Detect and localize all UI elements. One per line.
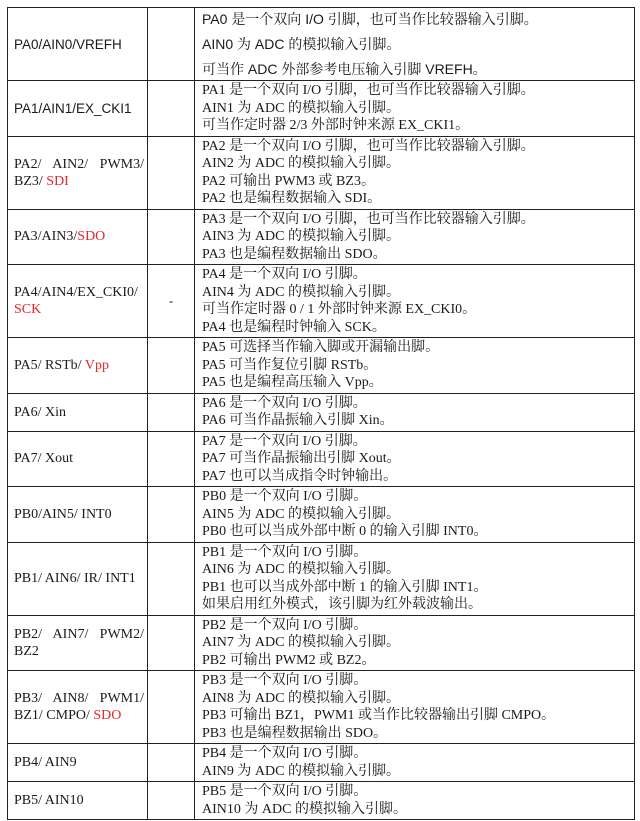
pin-red-label: SDO — [77, 229, 106, 245]
pin-name-text: PA7/ Xout — [14, 451, 74, 467]
pin-description-cell — [195, 265, 635, 338]
table-row — [8, 393, 635, 431]
description-line: PB3 可输出 BZ1，PWM1 或当作比较器输出引脚 CMPO。 — [202, 708, 556, 723]
description-line: PB0 也可以当成外部中断 0 的输入引脚 INT0。 — [202, 524, 488, 539]
pin-name-cell — [8, 393, 148, 431]
table-row — [8, 542, 635, 615]
pin-description-cell — [195, 393, 635, 431]
table-row — [8, 671, 635, 744]
pin-red-label: SCK — [14, 302, 42, 317]
description-line: AIN10 为 ADC 的模拟输入引脚。 — [202, 801, 407, 817]
description-line: AIN1 为 ADC 的模拟输入引脚。 — [202, 100, 400, 116]
io-flag-cell — [148, 209, 195, 265]
pin-name-cell — [8, 209, 148, 265]
pin-name-cell — [8, 136, 148, 209]
pin-name-cell — [8, 8, 148, 81]
description-line: PA3 也是编程数据输出 SDO。 — [202, 246, 387, 262]
pin-name-cell — [8, 542, 148, 615]
pin-name-text: PA2/ AIN2/ PWM3/ BZ3/ — [14, 156, 144, 189]
pin-name-text: PA4/AIN4/EX_CKI0/ — [14, 285, 138, 300]
description-line: PA5 也是编程高压输入 Vpp。 — [202, 375, 383, 390]
pin-description-cell — [195, 671, 635, 744]
pin-name-text: PA5/ RSTb/ — [14, 357, 85, 373]
description-line: PB2 可输出 PWM2 或 BZ2。 — [202, 652, 376, 668]
pin-name-cell — [8, 431, 148, 487]
pin-name-cell — [8, 671, 148, 744]
description-line: PB3 是一个双向 I/O 引脚。 — [202, 673, 368, 688]
pin-name-text: PA0/AIN0/VREFH — [14, 36, 122, 52]
pin-description-cell — [195, 136, 635, 209]
description-line: AIN4 为 ADC 的模拟输入引脚。 — [202, 284, 400, 300]
io-flag-cell — [148, 487, 195, 543]
io-flag-cell — [148, 671, 195, 744]
description-line: PA4 是一个双向 I/O 引脚。 — [202, 267, 367, 282]
pin-name-text: PA6/ Xin — [14, 404, 67, 420]
pin-name-text: PB4/ AIN9 — [14, 755, 77, 770]
io-flag-cell: - — [148, 265, 195, 338]
pin-name-cell — [8, 487, 148, 543]
pin-name-text: PB2/ AIN7/ PWM2/ BZ2 — [14, 626, 144, 659]
pin-name-text: PB5/ AIN10 — [14, 793, 84, 808]
table-row — [8, 782, 635, 820]
description-line: AIN3 为 ADC 的模拟输入引脚。 — [202, 229, 400, 244]
table-row — [8, 487, 635, 543]
description-line: PA7 可当作晶振输出引脚 Xout。 — [202, 451, 401, 466]
description-line: AIN6 为 ADC 的模拟输入引脚。 — [202, 562, 400, 577]
pin-table-body — [8, 8, 635, 820]
table-row — [8, 8, 635, 81]
pin-description-cell — [195, 744, 635, 782]
description-line: PA6 可当作晶振输入引脚 Xin。 — [202, 413, 394, 428]
description-line: PB0 是一个双向 I/O 引脚。 — [202, 489, 368, 504]
table-row — [8, 338, 635, 394]
description-line: 可当作定时器 0 / 1 外部时钟来源 EX_CKI0。 — [202, 302, 477, 317]
pin-name-text: PB3/ AIN8/ PWM1/ BZ1/ CMPO/ — [14, 691, 144, 723]
description-line: PA2 可输出 PWM3 或 BZ3。 — [202, 173, 375, 189]
description-line: AIN8 为 ADC 的模拟输入引脚。 — [202, 690, 400, 706]
description-line: PB2 是一个双向 I/O 引脚。 — [202, 617, 368, 633]
pin-name-cell — [8, 81, 148, 137]
description-line: PA2 也是编程数据输入 SDI。 — [202, 191, 382, 206]
description-line: PB3 也是编程数据输出 SDO。 — [202, 725, 388, 741]
description-line: PB1 是一个双向 I/O 引脚。 — [202, 544, 368, 560]
table-row — [8, 209, 635, 265]
io-flag-cell — [148, 431, 195, 487]
pin-name-cell — [8, 338, 148, 394]
description-line: PA5 可选择当作输入脚或开漏输出脚。 — [202, 340, 440, 355]
description-line: AIN7 为 ADC 的模拟输入引脚。 — [202, 635, 400, 650]
pin-name-text: PA1/AIN1/EX_CKI1 — [14, 100, 132, 116]
table-row — [8, 136, 635, 209]
pin-description-cell — [195, 209, 635, 265]
pin-name-text: PB1/ AIN6/ IR/ INT1 — [14, 571, 136, 586]
description-line: PB4 是一个双向 I/O 引脚。 — [202, 746, 368, 761]
description-line: AIN5 为 ADC 的模拟输入引脚。 — [202, 506, 400, 522]
pin-name-cell — [8, 615, 148, 671]
description-line: 可当作定时器 2/3 外部时钟来源 EX_CKI1。 — [202, 118, 470, 133]
pin-red-label: SDI — [46, 173, 69, 189]
io-flag-cell — [148, 542, 195, 615]
pin-description-cell — [195, 338, 635, 394]
table-row — [8, 744, 635, 782]
description-line: AIN9 为 ADC 的模拟输入引脚。 — [202, 763, 400, 779]
pin-name-cell — [8, 744, 148, 782]
table-row — [8, 265, 635, 338]
pin-name-text: PB0/AIN5/ INT0 — [14, 506, 112, 522]
io-flag-cell — [148, 136, 195, 209]
io-flag-cell — [148, 782, 195, 820]
pin-description-cell — [195, 431, 635, 487]
pin-name-cell — [8, 782, 148, 820]
description-line: PB1 也可以当成外部中断 1 的输入引脚 INT1。 — [202, 579, 488, 595]
io-flag-cell — [148, 615, 195, 671]
io-flag-cell — [148, 338, 195, 394]
description-line: PA5 可当作复位引脚 RSTb。 — [202, 357, 378, 373]
description-line: PA2 是一个双向 I/O 引脚，也可当作比较器输入引脚。 — [202, 138, 535, 154]
io-flag-cell — [148, 81, 195, 137]
pin-red-label: SDO — [93, 708, 122, 723]
pin-description-cell — [195, 8, 635, 81]
pin-name-text: PA3/AIN3/ — [14, 229, 78, 245]
description-line: PA7 是一个双向 I/O 引脚。 — [202, 433, 367, 449]
description-line: PA3 是一个双向 I/O 引脚，也可当作比较器输入引脚。 — [202, 211, 535, 227]
pin-description-cell — [195, 615, 635, 671]
description-line: 可当作 ADC 外部参考电压输入引脚 VREFH。 — [202, 61, 487, 77]
description-line: AIN0 为 ADC 的模拟输入引脚。 — [202, 36, 401, 52]
io-flag-cell — [148, 744, 195, 782]
table-row — [8, 615, 635, 671]
description-line: PA1 是一个双向 I/O 引脚，也可当作比较器输入引脚。 — [202, 83, 535, 98]
pin-description-cell — [195, 81, 635, 137]
pin-description-cell — [195, 542, 635, 615]
pin-red-label: Vpp — [84, 357, 109, 373]
pin-description-table — [7, 7, 635, 820]
description-line: PA7 也可以当成指令时钟输出。 — [202, 468, 398, 484]
description-line: 如果启用红外模式，该引脚为红外载波输出。 — [202, 597, 482, 612]
table-row — [8, 431, 635, 487]
pin-description-cell — [195, 782, 635, 820]
io-flag-cell — [148, 8, 195, 81]
description-line: PA4 也是编程时钟输入 SCK。 — [202, 319, 386, 335]
pin-description-cell — [195, 487, 635, 543]
description-line: AIN2 为 ADC 的模拟输入引脚。 — [202, 156, 400, 171]
description-line: PA0 是一个双向 I/O 引脚，也可当作比较器输入引脚。 — [202, 11, 538, 27]
table-row — [8, 81, 635, 137]
io-flag-cell — [148, 393, 195, 431]
description-line: PA6 是一个双向 I/O 引脚。 — [202, 395, 367, 411]
pin-name-cell — [8, 265, 148, 338]
description-line: PB5 是一个双向 I/O 引脚。 — [202, 784, 368, 799]
